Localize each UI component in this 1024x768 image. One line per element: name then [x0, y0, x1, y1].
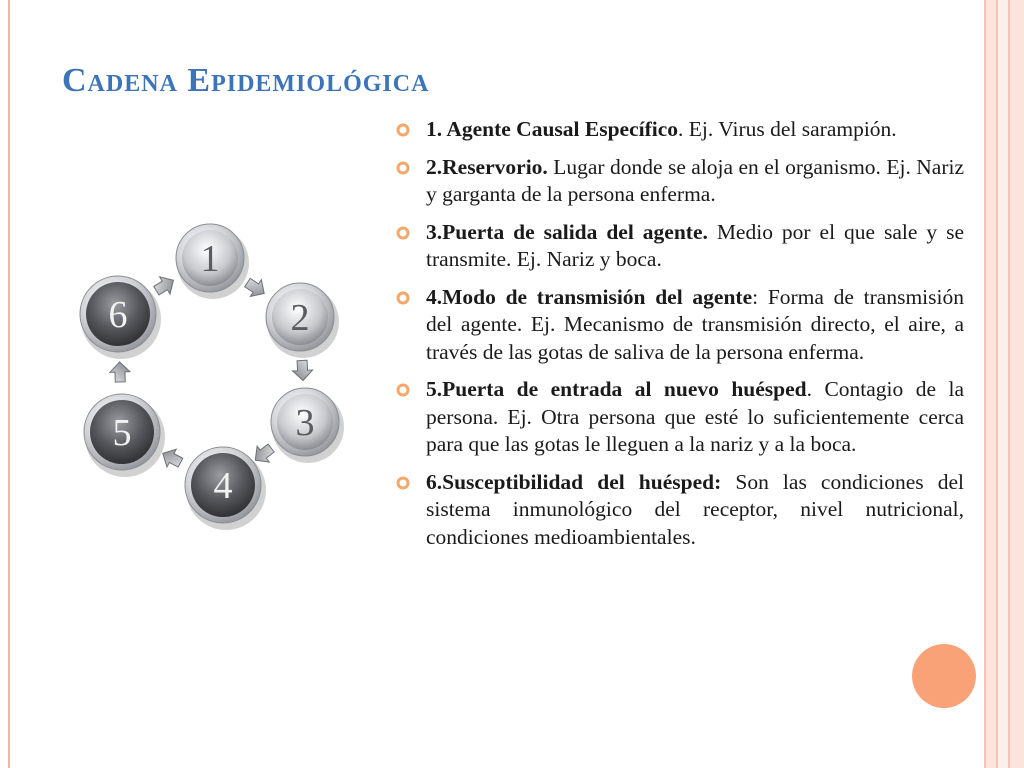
bullet-item-transmision: [396, 284, 964, 367]
cycle-step-label: 3: [295, 402, 315, 444]
cycle-step-label: 6: [108, 294, 128, 336]
bullet-item-susceptibilidad: [396, 469, 964, 552]
cycle-step-label: 2: [290, 297, 310, 339]
decorative-orange-circle: [912, 644, 976, 708]
bullet-ring-icon: [396, 161, 410, 175]
bullet-text-3: Medio por el que sale y se transmite. Ej. Nariz y boca.: [426, 219, 964, 271]
slide-title: Cadena Epidemiológica: [62, 62, 430, 99]
bullet-text-4: : Forma de transmisión del agente. Ej. Mecanismo de transmisión directo, el aire, a través de las gotas de saliva de la persona enferma.: [426, 284, 964, 364]
cycle-arrow-icon: [151, 272, 178, 299]
cycle-step-2: [266, 283, 339, 358]
cycle-arrow-icon: [292, 360, 313, 381]
bullet-item-reservorio: [396, 154, 964, 209]
bullet-bold-2: 2.Reservorio.: [426, 154, 548, 179]
bullet-ring-icon: [396, 123, 410, 137]
bullet-ring-icon: [396, 383, 410, 397]
cycle-arrow-icon: [110, 362, 131, 383]
cycle-step-label: 4: [213, 465, 233, 507]
cycle-step-label: 5: [112, 412, 132, 454]
cycle-step-1: [176, 224, 249, 299]
bullet-bold-5: 5.Puerta de entrada al nuevo huésped: [426, 377, 807, 401]
bullet-text-5: . Contagio de la persona. Ej. Otra persona que esté lo suficientemente cerca para que las gotas le lleguen a la nariz y a la boca.: [426, 377, 964, 456]
bullet-item-agente: [396, 116, 964, 144]
bullet-list: [396, 116, 964, 561]
bullet-ring-icon: [396, 226, 410, 240]
bullet-text-2: Lugar donde se aloja en el organismo. Ej. Nariz y garganta de la persona enferma.: [426, 154, 964, 206]
bullet-ring-icon: [396, 291, 410, 305]
bullet-bold-1: 1. Agente Causal Específico: [426, 117, 679, 141]
bullet-bold-4: 4.Modo de transmisión del agente: [426, 284, 753, 309]
bullet-bold-3: 3.Puerta de salida del agente.: [426, 219, 708, 244]
cycle-arrow-icon: [242, 274, 270, 302]
cycle-step-3: [271, 388, 344, 463]
bullet-bold-6: 6.Susceptibilidad del huésped:: [426, 469, 722, 494]
cycle-step-4: [185, 447, 266, 530]
bullet-item-salida: [396, 219, 964, 274]
cycle-step-label: 1: [200, 238, 220, 280]
bullet-ring-icon: [396, 476, 410, 490]
bullet-text-6: Son las condiciones del sistema inmunológico del receptor, nivel nutricional, condiciones medioambientales.: [426, 469, 964, 549]
cycle-step-5: [84, 394, 165, 477]
right-frame-stripes: [978, 0, 1024, 768]
bullet-text-1: . Ej. Virus del sarampión.: [678, 117, 897, 141]
epidemiological-chain-diagram: [60, 210, 360, 530]
left-frame-line: [8, 0, 10, 768]
cycle-step-6: [80, 276, 161, 359]
bullet-item-entrada: [396, 376, 964, 459]
